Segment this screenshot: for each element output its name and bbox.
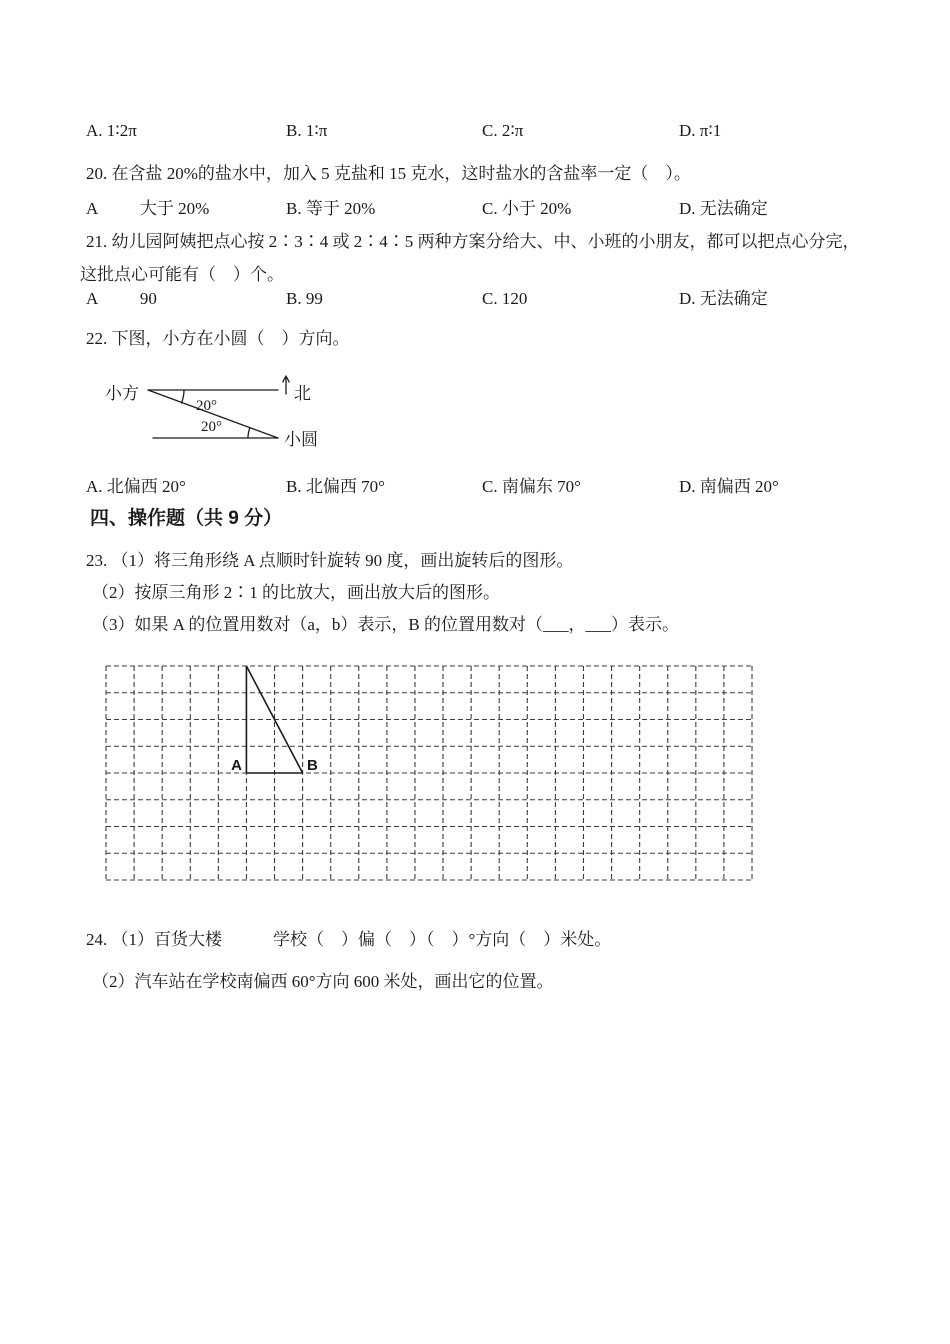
q20-options-row bbox=[86, 199, 936, 219]
q21-option-a: A 90 bbox=[86, 289, 157, 308]
q19-option-c: C. 2∶π bbox=[482, 121, 524, 140]
observer-label: 小方 bbox=[105, 384, 139, 403]
direction-diagram bbox=[100, 372, 340, 457]
q21-stem-line1: 21. 幼儿园阿姨把点心按 2∶3∶4 或 2∶4∶5 两种方案分给大、中、小班的小朋友，都可以把点心分完， bbox=[86, 232, 860, 251]
q19-options-row bbox=[86, 121, 936, 141]
q23-line1: 23. （1）将三角形绕 A 点顺时针旋转 90 度，画出旋转后的图形。 bbox=[86, 551, 574, 570]
vertex-a-label: A bbox=[231, 757, 242, 774]
q21-option-b: B. 99 bbox=[286, 289, 323, 308]
q20-stem: 20. 在含盐 20%的盐水中，加入 5 克盐和 15 克水，这时盐水的含盐率一定（ ）。 bbox=[86, 164, 691, 183]
q22-option-c: C. 南偏东 70° bbox=[482, 477, 581, 496]
bottom-angle-arc bbox=[248, 428, 250, 438]
operation-grid-svg bbox=[105, 665, 753, 881]
q20-option-c: C. 小于 20% bbox=[482, 199, 572, 218]
q19-option-a: A. 1∶2π bbox=[86, 121, 137, 140]
q19-option-d: D. π∶1 bbox=[679, 121, 722, 140]
q19-option-b: B. 1∶π bbox=[286, 121, 328, 140]
vertex-b-label: B bbox=[307, 757, 318, 774]
q23-line3: （3）如果 A 的位置用数对（a，b）表示，B 的位置用数对（___，___）表示。 bbox=[92, 615, 679, 634]
q20-option-d: D. 无法确定 bbox=[679, 199, 768, 218]
q22-stem: 22. 下图，小方在小圆（ ）方向。 bbox=[86, 329, 350, 348]
q22-options-row bbox=[86, 477, 936, 497]
q24-line1: 24. （1）百货大楼 学校（ ）偏（ ）（ ）°方向（ ）米处。 bbox=[86, 930, 612, 949]
q23-line2: （2）按原三角形 2∶1 的比放大，画出放大后的图形。 bbox=[92, 583, 500, 602]
top-angle-arc bbox=[182, 390, 185, 403]
bottom-angle-label: 20° bbox=[201, 419, 222, 435]
target-label: 小圆 bbox=[284, 430, 318, 449]
q21-stem-line2: 这批点心可能有（ ）个。 bbox=[80, 265, 284, 284]
q20-option-a: A 大于 20% bbox=[86, 199, 210, 218]
north-label: 北 bbox=[294, 384, 311, 403]
q21-option-c: C. 120 bbox=[482, 289, 528, 308]
q20-option-b: B. 等于 20% bbox=[286, 199, 376, 218]
q22-option-b: B. 北偏西 70° bbox=[286, 477, 385, 496]
section4-heading: 四、操作题（共 9 分） bbox=[90, 508, 283, 529]
north-arrow-icon bbox=[283, 376, 289, 394]
q22-option-d: D. 南偏西 20° bbox=[679, 477, 779, 496]
q22-option-a: A. 北偏西 20° bbox=[86, 477, 186, 496]
top-angle-label: 20° bbox=[196, 398, 217, 414]
q21-option-d: D. 无法确定 bbox=[679, 289, 768, 308]
q21-options-row bbox=[86, 289, 936, 309]
q24-line2: （2）汽车站在学校南偏西 60°方向 600 米处，画出它的位置。 bbox=[92, 972, 554, 991]
